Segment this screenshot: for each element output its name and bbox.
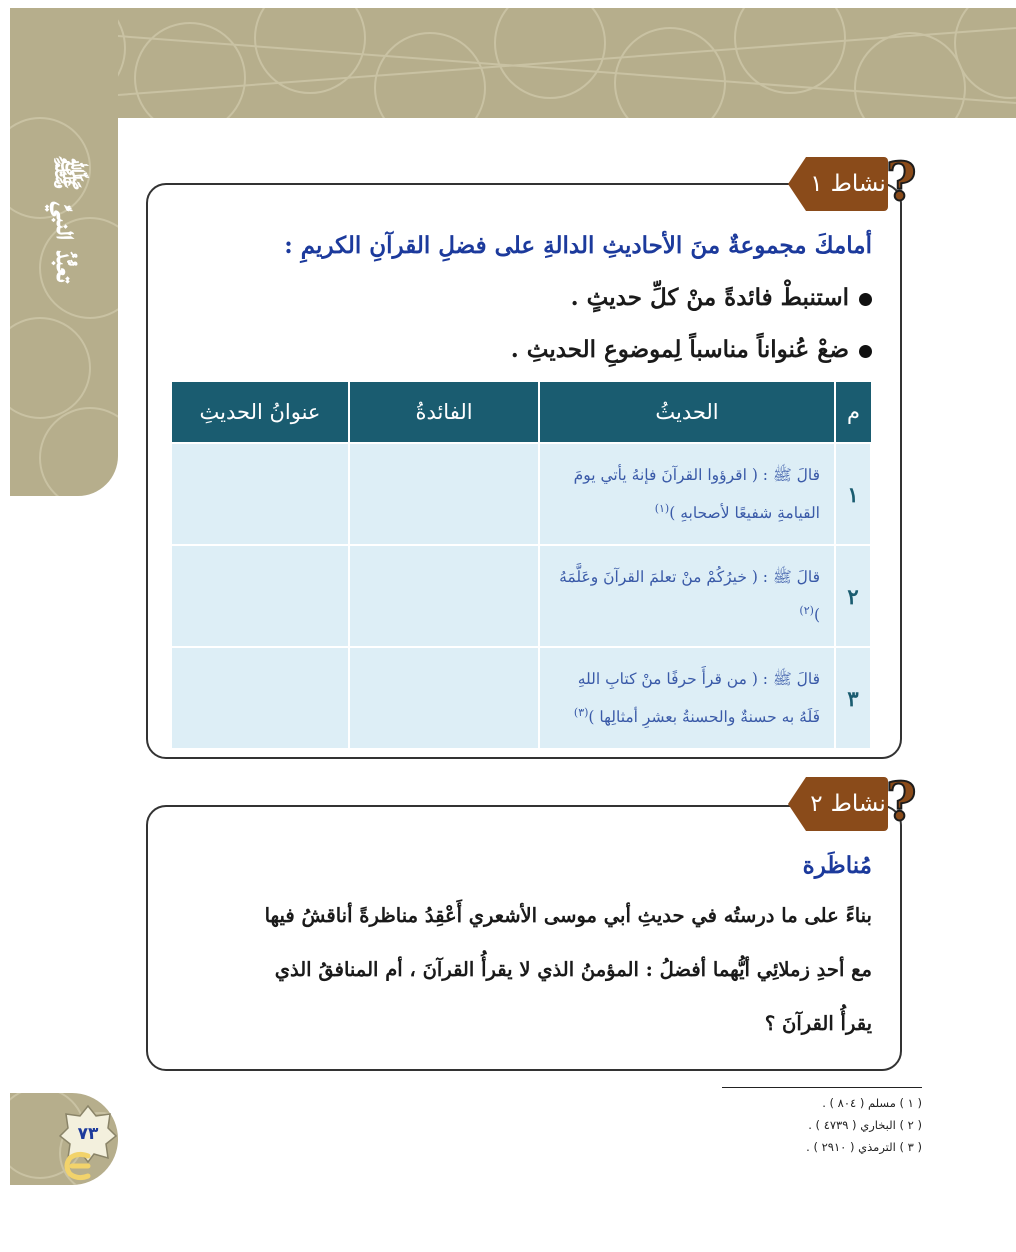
row-number: ٢ [835,545,871,647]
activity-2-badge [788,772,923,833]
benefit-answer-cell[interactable] [349,443,539,545]
hadith-table [170,382,872,750]
title-answer-cell[interactable] [171,647,349,749]
hadith-text: قالَ ﷺ : ( اقرؤوا القرآنَ فإنهُ يأتي يومَ القيامةِ شفيعًا لأصحابهِ )$^{(١)}$ [539,443,835,545]
hadith-text: قالَ ﷺ : ( خيرُكُمْ منْ تعلمَ القرآنَ وعَلَّمَهُ )$^{(٢)}$ [539,545,835,647]
footnote-ref: (٣) [573,705,589,719]
footnotes [722,1087,922,1158]
geometric-pattern [10,8,1016,118]
header-num: م [835,382,871,443]
activity-2-line-3: يقرأُ القرآنَ ؟ [764,1012,872,1035]
question-mark-icon: ? [886,772,917,833]
badge-number: ١ [810,171,823,197]
row-number: ١ [835,443,871,545]
footnote-2: ( ٢ ) البخاري ( ٤٧٣٩ ) . [808,1118,922,1132]
table-header-row [171,382,871,443]
activity-1-badge [788,152,923,213]
badge-label: نشاط [830,791,886,817]
badge-label: نشاط [830,171,886,197]
instruction-1: استنبطْ فائدةً منْ كلِّ حديثٍ . [571,284,872,311]
title-answer-cell[interactable] [171,545,349,647]
footnote-ref: (٢) [799,603,814,617]
side-unit-tab [10,8,118,496]
footnote-ref: (١) [654,501,670,515]
footnote-1: ( ١ ) مسلم ( ٨٠٤ ) . [822,1096,922,1110]
row-number: ٣ [835,647,871,749]
activity-2-heading: مُناظَرة [802,852,872,879]
header-title: عنوانُ الحديثِ [171,382,349,443]
header-hadith: الحديثُ [539,382,835,443]
page-number: ٧٣ [77,1124,99,1144]
header-benefit: الفائدةُ [349,382,539,443]
top-banner [10,8,1016,118]
activity-2-line-2: مع أحدِ زملائِي أيُّهما أفضلُ : المؤمنُ الذي لا يقرأُ القرآنَ ، أم المنافقُ الذي [274,958,872,981]
activity-1-intro: أمامكَ مجموعةٌ منَ الأحاديثِ الدالةِ على فضلِ القرآنِ الكريمِ : [284,232,872,259]
benefit-answer-cell[interactable] [349,545,539,647]
question-mark-icon: ? [886,152,917,213]
hadith-text: قالَ ﷺ : ( من قرأَ حرفًا منْ كتابِ اللهِ فَلَهُ به حسنةٌ والحسنةُ بعشرِ أمثالِها )$^{(٣)}$ [539,647,835,749]
badge-number: ٢ [810,791,823,817]
instruction-2: ضعْ عُنواناً مناسباً لِموضوعِ الحديثِ . [511,336,872,363]
activity-2-line-1: بناءً على ما درستُه في حديثِ أبي موسى الأشعري أَعْقِدُ مناظرةً أناقشُ فيها [264,904,872,927]
table-row [171,545,871,647]
footnote-3: ( ٣ ) الترمذي ( ٢٩١٠ ) . [806,1140,922,1154]
unit-title: تعبُّدُ النبيِّ ﷺ [49,154,85,282]
bullet-icon [859,293,872,306]
title-answer-cell[interactable] [171,443,349,545]
publisher-logo-icon [60,1148,96,1184]
benefit-answer-cell[interactable] [349,647,539,749]
table-row [171,647,871,749]
table-row [171,443,871,545]
bullet-icon [859,345,872,358]
